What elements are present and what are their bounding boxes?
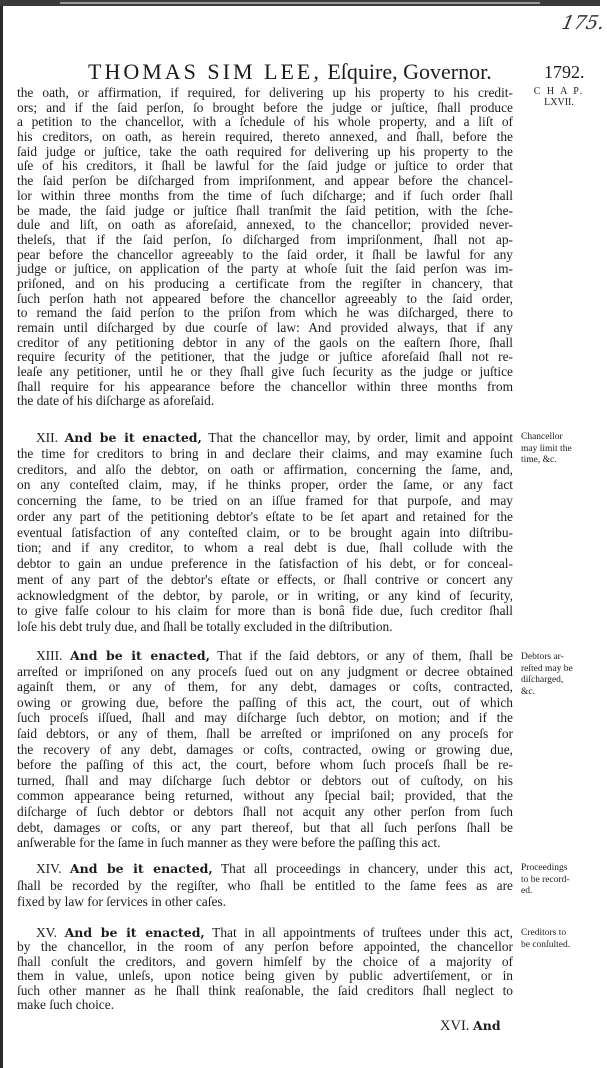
section-number: XIV.	[36, 861, 62, 876]
text-line: common appearance being returned, without any ſpecial bail; provided, that the	[17, 788, 513, 804]
scan-left-edge	[0, 6, 3, 1068]
text-line: debtor to gain an undue preference in the ſatisfaction of his debt, or for conceal-	[17, 556, 513, 571]
margin-note-line: &c.	[521, 686, 535, 697]
text-line: dule and liſt, on oath as aforeſaid, annexed, to the chancellor; provided never-	[17, 217, 513, 233]
text-line: to give falſe colour to his claim for more than is bonâ fide due, ſuch creditor ſhall	[17, 603, 513, 619]
text-line: owing or growing due, before the paſſing of this act, the court, out of which	[17, 694, 513, 710]
text-line: the ſaid perſon be diſcharged from impriſonment, and appear before the chancel-	[17, 173, 513, 189]
text-line: before the paſſing of this act, the court, before whom ſuch proceſs ſhall be re-	[17, 757, 513, 773]
margin-note-creditors	[521, 928, 570, 951]
margin-note-line: Proceedings	[521, 863, 568, 873]
text-line: fixed by law for ſervices in other caſes.	[17, 894, 226, 909]
line-text: That if the ſaid debtors, or any of them, ſhall be	[217, 648, 513, 663]
text-line: creditor of any petitioning debtor in any of the gaols on the eaſtern ſhore, ſhall	[17, 334, 513, 350]
text-line: theleſs, that if the ſaid perſon, ſo diſcharged from impriſonment, ſhall not ap-	[17, 231, 513, 247]
line-text: That the chancellor may, by order, limit and appoint	[208, 430, 513, 445]
margin-note-line: reſted may be	[521, 663, 573, 674]
section-xiv	[17, 861, 513, 911]
text-line: make ſuch choice.	[17, 996, 115, 1012]
text-line: order any part of the petitioning debtor's eſtate to be ſet apart and retained for the	[17, 508, 513, 524]
section-number: XII.	[36, 430, 58, 445]
text-line: remain until diſcharged by due courſe of law: And provided always, that if any	[17, 320, 513, 335]
margin-note-proceedings	[521, 863, 570, 898]
enacting-clause: And be it enacted,	[69, 861, 213, 876]
text-line: ſuch proceſs iſſued, ſhall and may diſcharge ſuch debtor, on motion; and if the	[17, 710, 513, 726]
chapter-label	[531, 86, 587, 108]
text-line: the time for creditors to bring in and declare their claims, and may examine ſuch	[17, 445, 513, 461]
text-line: anſwerable for the ſame in ſuch manner as they were before the paſſing this act.	[17, 835, 441, 851]
text-line: on any conteſted claim, may, if he thinks proper, order the ſame, or any fact	[17, 477, 513, 493]
text-line: be made, the ſaid judge or juſtice ſhall tranſmit the ſaid petition, with the ſche-	[17, 202, 513, 218]
text-line: his creditors, on oath, as herein required, thereto annexed, and ſhall, before the	[17, 129, 513, 145]
text-line: againſt them, or any of them, for any debt, damages or coſts, contracted,	[17, 679, 513, 695]
text-line: ſuch perſon hath not appeared before the chancellor agreeably to the ſaid order,	[17, 290, 513, 306]
handwritten-folio-number: 175.	[559, 12, 607, 34]
catchword	[440, 1018, 501, 1035]
margin-note-line: to be record-	[521, 874, 570, 885]
text-line: turned, ſhall and may diſcharge ſuch debtor or debtors out of cuſtody, on his	[17, 772, 513, 788]
text-line: priſoned, and on his producing a certificate from the regiſter in chancery, that	[17, 275, 513, 291]
text-line	[17, 861, 513, 878]
margin-note-debtors	[521, 652, 573, 698]
text-line: eventual ſatisfaction of any conteſted claim, or to be brought again into diſtribu-	[17, 524, 513, 540]
enacting-clause: And be it enacted,	[64, 925, 205, 940]
text-line: ors; and if the ſaid perſon, ſo brought before the judge or juſtice, ſhall produce	[17, 99, 513, 115]
margin-note-line: ed.	[521, 886, 533, 896]
text-line: diſcharge of ſuch debtor or debtors ſhall not acquit any other perſon from ſuch	[17, 803, 513, 819]
text-line: the recovery of any debt, damages or coſts, contracted, owing or growing due,	[17, 741, 513, 757]
line-text: That all proceedings in chancery, under this act,	[220, 861, 514, 876]
margin-note-line: Chancellor	[521, 432, 563, 442]
paragraph-continuation	[17, 86, 513, 409]
section-xiii	[17, 648, 513, 851]
text-line: debt, damages or coſts, or any part thereof, but that all ſuch perſons ſhall be	[17, 819, 513, 835]
margin-note-line: be conſulted.	[521, 939, 571, 950]
text-line: judge or juſtice, on application of the party at whoſe ſuit the ſaid perſon was im-	[17, 261, 513, 277]
text-line: ſhall conſult the creditors, and govern himſelf by the choice of a majority of	[17, 953, 513, 969]
text-line: ſhall be recorded by the regiſter, who ſhall be entitled to the ſame fees as are	[17, 877, 513, 893]
text-line: uſe of his creditors, it ſhall be lawful for the ſaid judge or juſtice to order that	[17, 158, 513, 174]
text-line: ſaid judge or juſtice, take the oath required for delivering up his property to the	[17, 143, 513, 159]
text-line: them in value, unleſs, upon notice being given by public advertiſement, or in	[17, 968, 513, 984]
text-line	[17, 648, 513, 664]
section-xv	[17, 926, 513, 1012]
running-year: 1792.	[544, 62, 585, 82]
text-line: require ſecurity of the petitioner, that the judge or juſtice aforeſaid ſhall not re-	[17, 349, 513, 365]
text-line	[17, 926, 513, 940]
running-title-name: THOMAS SIM LEE,	[88, 59, 322, 84]
catchword-word: And	[473, 1018, 501, 1033]
text-line: ſhall require for his appearance before the chancellor within three months from	[17, 378, 513, 394]
text-line: ment of any part of the debtor's eſtate or effects, or ſhall contrive or concert any	[17, 571, 513, 587]
enacting-clause: And be it enacted,	[64, 430, 202, 445]
chapter-number: LXVII.	[544, 97, 574, 108]
section-number: XIII.	[36, 648, 63, 663]
text-line: pear before the chancellor agreeably to the ſaid order, it ſhall be lawful for any	[17, 246, 513, 262]
text-line: arreſted or impriſoned on any proceſs ſued out on any judgment or decree obtained	[17, 663, 513, 679]
text-line: lor within three months from the time of ſuch diſcharge; and if ſuch order ſhall	[17, 187, 513, 203]
enacting-clause: And be it enacted,	[69, 648, 210, 663]
running-title	[88, 59, 492, 85]
text-line: concerning the ſame, to be tried on an iſſue framed for that purpoſe, and may	[17, 493, 513, 508]
running-title-office: Eſquire, Governor.	[327, 59, 492, 84]
text-line: leaſe any petitioner, until he or they ſhall give ſuch ſecurity as the judge or juſtice	[17, 364, 513, 380]
margin-note-line: Creditors to	[521, 928, 567, 938]
text-line: ſaid debtors, or any of them, ſhall be arreſted or impriſoned on any proceſs for	[17, 725, 513, 741]
text-line	[17, 430, 513, 446]
text-line: a petition to the chancellor, with a ſchedule of his whole property, and a liſt of	[17, 114, 513, 130]
text-line: loſe his debt truly due, and ſhall be totally excluded in the diſtribution.	[17, 619, 393, 634]
margin-note-line: Debtors ar-	[521, 652, 564, 662]
text-line: acknowledgment of the debtor, by parole, or in writing, or any kind of ſecurity,	[17, 587, 513, 603]
text-line: the oath, or affirmation, if required, for delivering up his property to his credit-	[17, 85, 513, 100]
catchword-section: XVI.	[440, 1018, 470, 1034]
text-line: to remand the ſaid perſon to the priſon from which he was diſcharged, there to	[17, 305, 513, 321]
margin-note-line: diſcharged,	[521, 675, 564, 685]
margin-note-chancellor	[521, 432, 572, 467]
scan-top-edge	[0, 0, 600, 6]
section-number: XV.	[36, 925, 57, 940]
text-line: ſuch other manner as he ſhall think reaſonable, the ſaid creditors ſhall neglect to	[17, 982, 513, 998]
chapter-heading: C H A P.	[533, 86, 585, 97]
text-line: by the chancellor, in the room of any perſon before appointed, the chancellor	[17, 939, 513, 955]
section-xii	[17, 430, 513, 635]
line-text: That in all appointments of truſtees under this act,	[212, 925, 513, 940]
text-line: tion; and if any creditor, to whom a real debt is due, ſhall collude with the	[17, 540, 513, 556]
text-line: creditors, and alſo the debtor, on oath or affirmation, concerning the ſame, and,	[17, 461, 513, 477]
margin-note-line: time, &c.	[521, 455, 557, 465]
margin-note-line: may limit the	[521, 443, 572, 454]
text-line: the date of his diſcharge as aforeſaid.	[17, 393, 215, 409]
